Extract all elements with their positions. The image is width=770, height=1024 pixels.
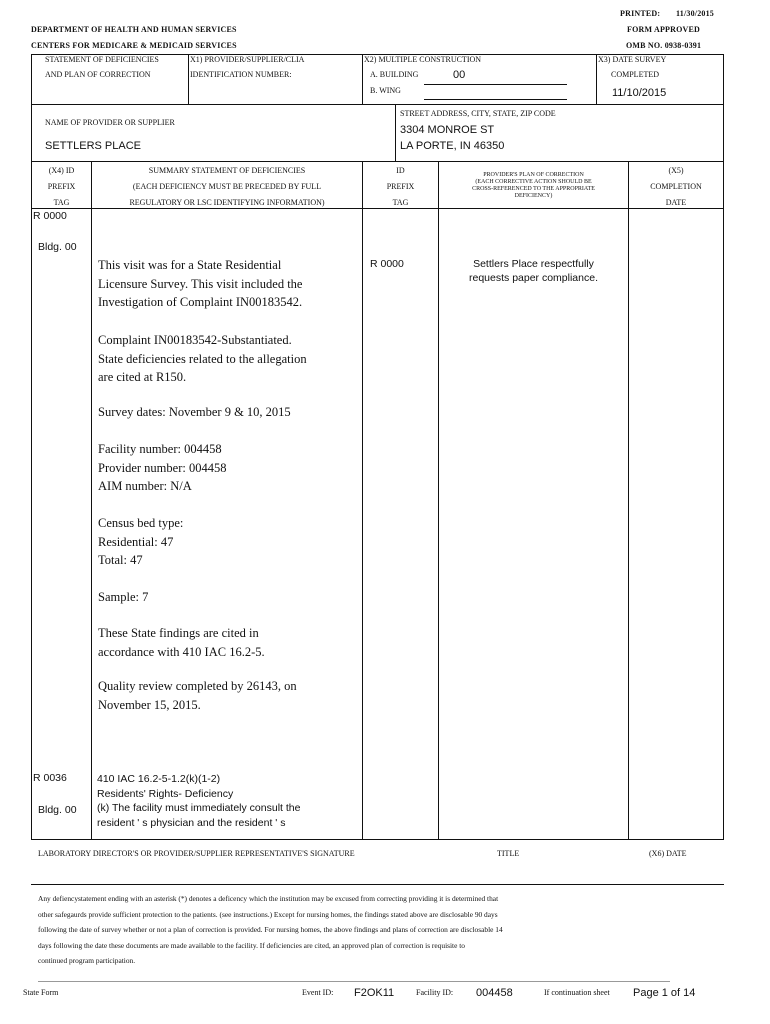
survey-completed-date: 11/10/2015 — [612, 87, 667, 99]
signature-label: LABORATORY DIRECTOR'S OR PROVIDER/SUPPLIER REPRESENTATIVE'S SIGNATURE — [38, 849, 355, 858]
deficiency-tag: R 0000 — [33, 210, 67, 222]
header-row1-bottom — [31, 104, 724, 105]
continuation-label: If continuation sheet — [544, 988, 610, 997]
printed-label: PRINTED: — [620, 9, 661, 18]
state-form-label: State Form — [23, 988, 59, 997]
department-title: DEPARTMENT OF HEALTH AND HUMAN SERVICES — [31, 25, 237, 34]
wing-label: B. WING — [370, 86, 401, 95]
multiple-construction-label: X2) MULTIPLE CONSTRUCTION — [364, 55, 482, 64]
city-state-zip: LA PORTE, IN 46350 — [400, 140, 505, 152]
building-value: 00 — [453, 69, 466, 81]
col-divider-4 — [628, 161, 629, 840]
regulation-text: 410 IAC 16.2-5-1.2(k)(1-2) Residents' Rights- Deficiency (k) The facility must immediately consult the resident ' s physician and the resident ' s — [97, 773, 301, 829]
deficiency-tag: R 0036 — [33, 772, 67, 784]
x4-header: (X4) ID PREFIX TAG — [47, 166, 76, 207]
printed-date: 11/30/2015 — [676, 9, 715, 18]
wing-underline — [424, 99, 567, 100]
facility-id-label: Facility ID: — [416, 988, 454, 997]
event-id-label: Event ID: — [302, 988, 334, 997]
summary-paragraph: Survey dates: November 9 & 10, 2015 — [98, 405, 291, 419]
disclaimer-rule — [38, 981, 670, 982]
street-address: 3304 MONROE ST — [400, 124, 495, 136]
header-row2-bottom — [31, 161, 724, 162]
identification-label: IDENTIFICATION NUMBER: — [190, 70, 292, 79]
page-number: Page 1 of 14 — [633, 987, 696, 999]
facility-id: 004458 — [476, 987, 513, 999]
col-divider-2 — [362, 161, 363, 840]
x6-date-label: (X6) DATE — [649, 849, 687, 858]
correction-response: Settlers Place respectfully requests paper compliance. — [469, 258, 598, 284]
title-label: TITLE — [497, 849, 520, 858]
summary-paragraph: Quality review completed by 26143, on November 15, 2015. — [98, 679, 297, 712]
summary-paragraph: These State findings are cited in accordance with 410 IAC 16.2-5. — [98, 626, 265, 659]
id-prefix-header: ID PREFIX TAG — [386, 166, 415, 207]
completed-label: COMPLETED — [611, 70, 659, 79]
building-label: A. BUILDING — [370, 70, 419, 79]
plan-label: AND PLAN OF CORRECTION — [45, 70, 151, 79]
omb-number: OMB NO. 0938-0391 — [626, 41, 702, 50]
form-approved: FORM APPROVED — [627, 25, 701, 34]
col-divider-1 — [91, 161, 92, 840]
summary-paragraph: Sample: 7 — [98, 590, 149, 604]
divider-box2 — [362, 54, 363, 104]
cms-title: CENTERS FOR MEDICARE & MEDICAID SERVICES — [31, 41, 237, 50]
divider-box1 — [188, 54, 189, 104]
clia-label: X1) PROVIDER/SUPPLIER/CLIA — [190, 55, 305, 64]
building-tag: Bldg. 00 — [38, 804, 77, 816]
statement-label: STATEMENT OF DEFICIENCIES — [45, 55, 159, 64]
summary-paragraph: Complaint IN00183542-Substantiated. State deficiencies related to the allegation are cited at R150. — [98, 333, 307, 384]
building-underline — [424, 84, 567, 85]
summary-header: SUMMARY STATEMENT OF DEFICIENCIES (EACH DEFICIENCY MUST BE PRECEDED BY FULL REGULATORY OR LSC IDENTIFYING INFORMATION) — [129, 166, 325, 207]
summary-paragraph: Census bed type: Residential: 47 Total: 47 — [98, 516, 184, 567]
id-prefix-tag: R 0000 — [370, 258, 404, 270]
signature-row-top — [31, 839, 724, 840]
summary-paragraph: Facility number: 004458 Provider number: 004458 AIM number: N/A — [98, 442, 227, 493]
building-tag: Bldg. 00 — [38, 241, 77, 253]
provider-name: SETTLERS PLACE — [45, 140, 141, 152]
plan-of-correction-header: PROVIDER'S PLAN OF CORRECTION (EACH CORRECTIVE ACTION SHOULD BE CROSS-REFERENCED TO THE APPROPRIATE DEFICIENCY) — [472, 172, 595, 199]
disclaimer-text: Any defiencystatement ending with an asterisk (*) denotes a deficency which the institution may be excused from correcting providing it is determined that other safegaurds provide sufficient protection to the patients. (see instructions.) Except for nursing homes, the findings stated above are disclosable 90 days following the date of survey whether or not a plan of correction is provided. For nursing homes, the above findings and plans of correction are disclosable 14 days following the date these documents are made available to the facility. If deficiencies are cited, an approved plan of correction is requisite to continued program participation. — [38, 894, 503, 966]
signature-row-bottom — [31, 884, 724, 885]
x5-header: (X5) COMPLETION DATE — [650, 166, 702, 207]
event-id: F2OK11 — [354, 987, 395, 999]
divider-box3 — [596, 54, 597, 104]
right-border — [723, 54, 724, 840]
date-survey-label: X3) DATE SURVEY — [598, 55, 667, 64]
divider-address — [395, 104, 396, 161]
summary-paragraph: This visit was for a State Residential Licensure Survey. This visit included the Investigation of Complaint IN00183542. — [98, 258, 303, 309]
provider-name-label: NAME OF PROVIDER OR SUPPLIER — [45, 118, 175, 127]
address-label: STREET ADDRESS, CITY, STATE, ZIP CODE — [400, 109, 556, 118]
